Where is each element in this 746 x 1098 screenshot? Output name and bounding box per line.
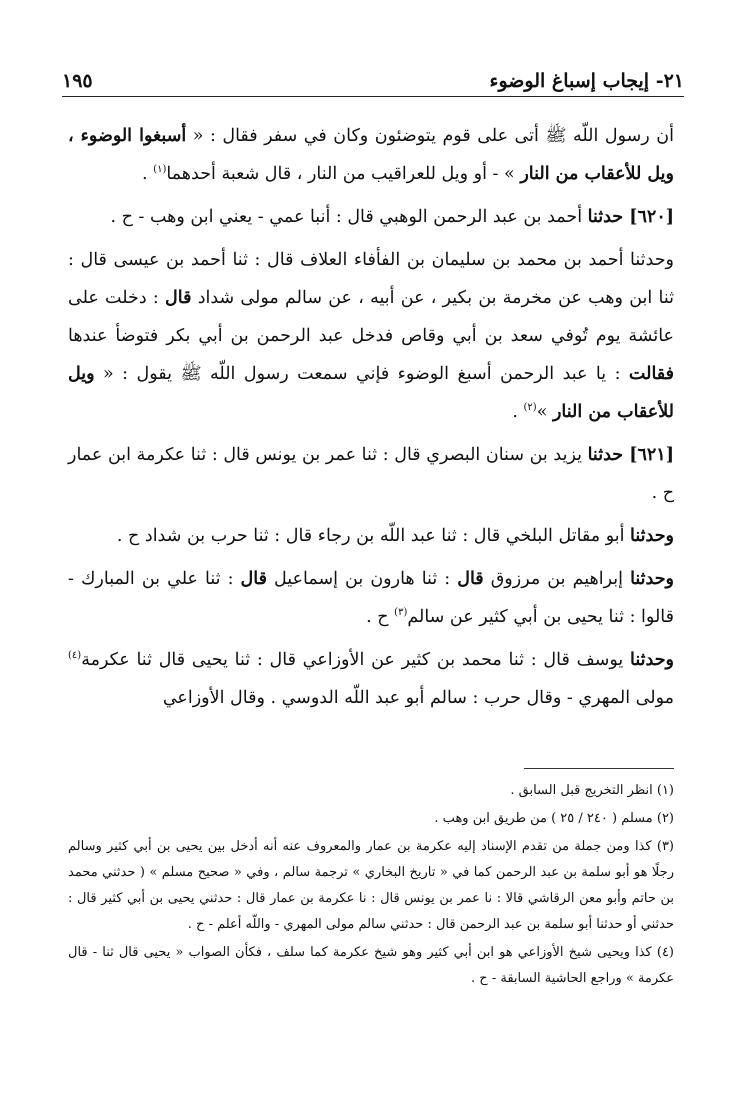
hadith-number: [٦٢٠] [629,207,674,227]
text-run: وحدثنا أحمد بن محمد بن سليمان بن الفأفاء العلاف قال : ثنا أحمد بن عيسى قال : ثنا ابن وهب عن مخرمة بن بكير ، عن أبيه ، عن سالم مولى شداد [68,250,674,308]
narration-keyword: وحدثنا [630,526,674,546]
paragraph-hadith-619-end [68,117,674,193]
narration-keyword: وحدثنا [630,569,675,589]
footnotes [68,778,674,994]
hadith-621 [68,436,674,512]
text-run: : دخلت على عائشة يوم تُوفي سعد بن أبي وقاص فدخل عبد الرحمن بن أبي بكر فتوضأ عندها [68,288,674,346]
footnote-ref-3: (٣) [394,607,408,619]
paragraph-isnad-yusuf [68,641,674,717]
narration-keyword: قال [457,569,484,589]
footnote-2: (٢) مسلم ( ٢٤٠ / ٢٥ ) من طريق ابن وهب . [434,811,674,826]
text-run: » [536,402,553,422]
prophetic-quote: ويل للأعقاب من النار [68,364,674,422]
text-run: أن رسول اللّه ﷺ أتى على قوم يتوضئون وكان في سفر فقال : « [186,126,674,146]
narration-keyword: فقالت [628,364,674,384]
hadith-number: [٦٢١] [629,445,674,465]
text-run: أبو مقاتل البلخي قال : ثنا عبد اللّه بن رجاء قال : ثنا حرب بن شداد ح . [116,526,631,546]
page-number: ١٩٥ [62,70,93,92]
footnote-ref-2: (٢) [523,402,537,414]
narration-keyword: قال [165,288,192,308]
text-run: . [142,164,154,184]
text-run: » - أو ويل للعراقيب من النار ، قال شعبة أحدهما [166,164,521,184]
text-run: ح . [366,607,395,627]
running-header [62,62,684,97]
text-run: يوسف قال : ثنا محمد بن كثير عن الأوزاعي قال : ثنا يحيى قال ثنا عكرمة [81,650,631,670]
narration-keyword: حدثنا [587,207,630,227]
text-run: إبراهيم بن مرزوق [483,569,631,589]
text-run: مولى المهري - وقال حرب : سالم أبو عبد اللّه الدوسي . وقال الأوزاعي [162,688,674,708]
chapter-title: ٢١- إيجاب إسباغ الوضوء [489,70,684,92]
text-run: : ثنا علي بن المبارك - قالوا : ثنا يحيى بن أبي كثير عن سالم [68,569,674,627]
paragraph-isnad-marzuq [68,560,674,636]
narration-keyword: حدثنا [587,445,630,465]
narration-keyword: وحدثنا [630,650,674,670]
footnote-3: (٣) كذا ومن جملة من تقدم الإسناد إليه عكرمة بن عمار والمعروف عنه أنه أدخل بين يحيى بن أبي كثير وسالم رجلًا هو أبو سلمة بن عبد الرحمن كما في « تاريخ البخاري » ترجمة سالم ، وفي « صحيح مسلم » ( حدثني محمد بن حاتم وأبو معن الرقاشي قالا : نا عمر بن يونس قال : نا عكرمة بن عمار قال : حدثني يحيى بن أبي كثير قال : حدثني أو حدثنا أبو سلمة بن عبد الرحمن قال : حدثني سالم مولى المهري - واللّه أعلم - ح . [68,839,674,932]
footnote-ref-1: (١) [153,164,167,176]
footnote-divider [524,768,674,769]
hadith-620 [68,198,674,236]
text-run: : ثنا هارون بن إسماعيل [266,569,458,589]
narration-keyword: قال [240,569,267,589]
prophetic-quote: أسبغوا الوضوء ، ويل للأعقاب من النار [68,126,674,184]
text-run: . [512,402,524,422]
footnote-ref-4: (٤) [68,650,82,662]
paragraph-isnad-aisha [68,241,674,431]
main-text [68,117,674,722]
paragraph-isnad-balkhi [68,517,674,555]
text-run: : يا عبد الرحمن أسبغ الوضوء فإني سمعت رسول اللّه ﷺ يقول : « [94,364,629,384]
footnote-1: (١) انظر التخريج قبل السابق . [510,783,674,798]
footnote-4: (٤) كذا ويحيى شيخ الأوزاعي هو ابن أبي كثير وهو شيخ عكرمة كما سلف ، فكأن الصواب « يحيى قال ثنا - قال عكرمة » وراجع الحاشية السابقة - ح . [68,945,674,986]
text-run: أحمد بن عبد الرحمن الوهبي قال : أنبا عمي - يعني ابن وهب - ح . [110,207,588,227]
text-run: يزيد بن سنان البصري قال : ثنا عمر بن يونس قال : ثنا عكرمة ابن عمار ح . [68,445,674,503]
